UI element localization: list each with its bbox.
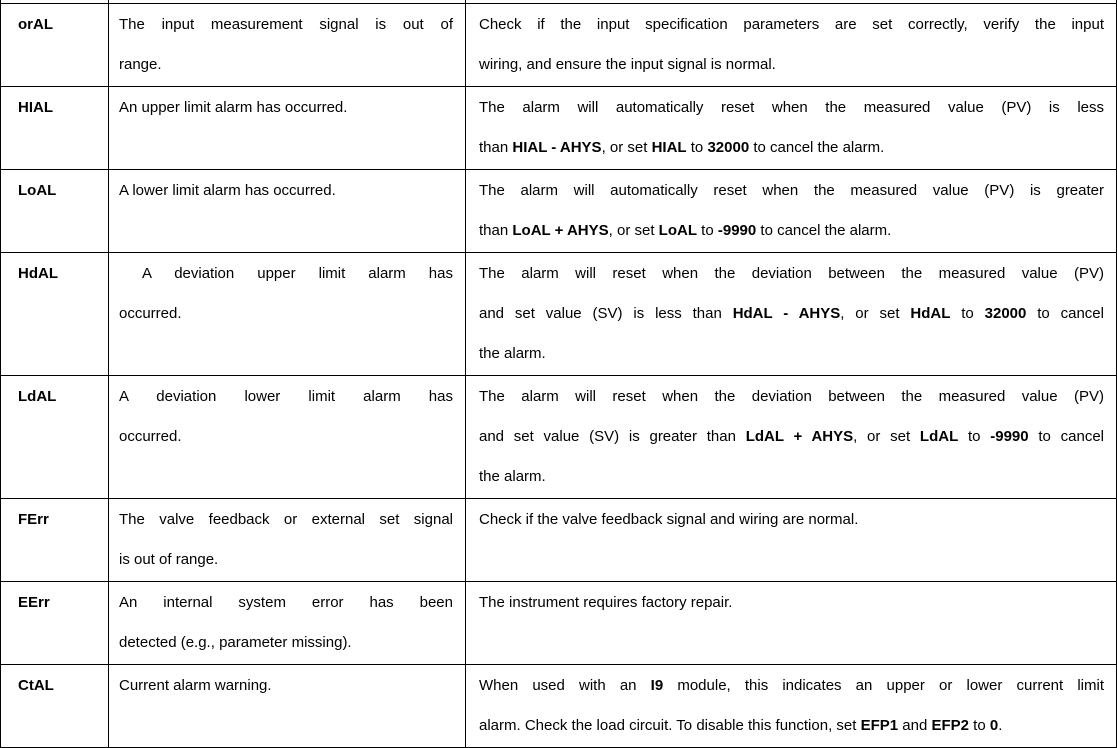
alarm-code-cell [1,169,109,252]
text-line [479,583,1104,623]
alarm-code-label: EErr [18,593,50,611]
text-line [119,45,453,85]
text-line [479,334,1104,374]
text-segment: . [998,716,1003,734]
text-segment: alarm. Check the load circuit. To disable this function, set [479,716,861,734]
alarm-description-cell [109,664,466,747]
text-segment: The alarm will automatically reset when the measured value (PV) is less [479,98,1104,116]
bold-term: -9990 [717,221,757,239]
alarm-handling-cell [466,581,1117,664]
table-row-orAL [1,3,1117,86]
alarm-description-cell [109,375,466,498]
text-segment: When used with an [479,676,651,694]
text-segment: the alarm. [479,467,546,485]
table-row-HdAL [1,252,1117,375]
text-segment: to [950,304,985,322]
text-line [119,583,453,623]
text-segment: is out of range. [119,550,219,568]
text-segment: to [686,138,708,156]
text-segment: wiring, and ensure the input signal is normal. [479,55,776,73]
text-line [479,457,1104,497]
text-line [479,500,1104,540]
text-segment: The alarm will reset when the deviation between the measured value (PV) [479,387,1104,405]
text-segment: and set value (SV) is greater than [479,427,746,445]
alarm-code-cell [1,252,109,375]
text-segment: The alarm will reset when the deviation between the measured value (PV) [479,264,1104,282]
text-segment: , or set [840,304,911,322]
text-segment: , or set [601,138,652,156]
text-segment: Check if the valve feedback signal and wiring are normal. [479,510,859,528]
text-segment: The input measurement signal is out of [119,15,453,33]
alarm-code-label: CtAL [18,676,54,694]
text-line [479,666,1104,706]
alarm-handling-cell [466,375,1117,498]
text-segment: occurred. [119,304,182,322]
bold-term: HdAL [910,304,951,322]
alarm-code-cell [1,86,109,169]
text-segment: and set value (SV) is less than [479,304,733,322]
text-line [119,377,453,417]
alarm-table-body [1,0,1117,747]
alarm-description-cell [109,3,466,86]
alarm-handling-cell [466,86,1117,169]
bold-term: EFP1 [860,716,899,734]
alarm-description-cell [109,86,466,169]
text-line [479,254,1104,294]
text-segment: , or set [608,221,659,239]
text-line [479,294,1104,334]
text-segment: to cancel [1028,427,1104,445]
text-line [479,128,1104,168]
table-row-LoAL [1,169,1117,252]
alarm-code-label: HdAL [18,264,58,282]
bold-term: LoAL [658,221,697,239]
text-line [479,706,1104,746]
text-line [479,417,1104,457]
alarm-code-label: LoAL [18,181,57,199]
text-segment: to [968,716,990,734]
alarm-description-cell [109,581,466,664]
text-segment: A lower limit alarm has occurred. [119,181,336,199]
text-line [119,500,453,540]
text-line [119,5,453,45]
table-row-EErr [1,581,1117,664]
text-segment: the alarm. [479,344,546,362]
text-segment: A deviation upper limit alarm has [119,264,453,282]
text-line [119,294,453,334]
bold-term: EFP2 [931,716,969,734]
alarm-code-label: orAL [18,15,53,33]
text-line [479,171,1104,211]
bold-term: I9 [650,676,664,694]
text-segment: to cancel the alarm. [756,221,892,239]
table-row-CtAL [1,664,1117,747]
text-line [119,666,453,706]
bold-term: LdAL + AHYS [745,427,854,445]
bold-term: 32000 [707,138,750,156]
table-row-LdAL [1,375,1117,498]
alarm-handling-cell [466,664,1117,747]
alarm-description-cell [109,498,466,581]
text-segment: An upper limit alarm has occurred. [119,98,348,116]
table-row-HIAL [1,86,1117,169]
text-segment: range. [119,55,162,73]
bold-term: HdAL - AHYS [732,304,841,322]
bold-term: 32000 [984,304,1027,322]
text-segment: A deviation lower limit alarm has [119,387,453,405]
text-line [119,171,453,211]
text-segment: detected (e.g., parameter missing). [119,633,352,651]
text-line [119,417,453,457]
text-segment: module, this indicates an upper or lower current limit [663,676,1104,694]
text-segment: Current alarm warning. [119,676,272,694]
text-segment: The instrument requires factory repair. [479,593,733,611]
text-line [119,254,453,294]
text-line [119,88,453,128]
alarm-handling-cell [466,3,1117,86]
alarm-description-cell [109,252,466,375]
alarm-description-cell [109,169,466,252]
alarm-code-cell [1,375,109,498]
text-line [479,5,1104,45]
text-line [479,211,1104,251]
text-segment: Check if the input specification parameters are set correctly, verify the input [479,15,1104,33]
text-segment: to [697,221,718,239]
text-segment: than [479,138,513,156]
text-segment: and [898,716,932,734]
bold-term: HIAL [651,138,687,156]
text-segment: occurred. [119,427,182,445]
bold-term: LdAL [919,427,959,445]
bold-term: 0 [989,716,999,734]
text-segment: to cancel the alarm. [749,138,885,156]
bold-term: -9990 [990,427,1029,445]
alarm-handling-cell [466,498,1117,581]
alarm-code-cell [1,3,109,86]
text-line [119,623,453,663]
bold-term: HIAL - AHYS [512,138,602,156]
text-segment: An internal system error has been [119,593,453,611]
text-segment: to cancel [1026,304,1104,322]
text-line [479,45,1104,85]
alarm-code-label: FErr [18,510,49,528]
alarm-handling-cell [466,252,1117,375]
alarm-code-cell [1,664,109,747]
text-segment: The alarm will automatically reset when the measured value (PV) is greater [479,181,1104,199]
table-row-FErr [1,498,1117,581]
alarm-code-cell [1,581,109,664]
text-line [479,377,1104,417]
alarm-handling-cell [466,169,1117,252]
bold-term: LoAL + AHYS [512,221,609,239]
text-line [119,540,453,580]
text-segment: than [479,221,513,239]
text-line [479,88,1104,128]
text-segment: to [958,427,991,445]
text-segment: , or set [853,427,920,445]
alarm-code-label: HIAL [18,98,53,116]
alarm-code-label: LdAL [18,387,57,405]
text-segment: The valve feedback or external set signal [119,510,453,528]
alarm-code-cell [1,498,109,581]
